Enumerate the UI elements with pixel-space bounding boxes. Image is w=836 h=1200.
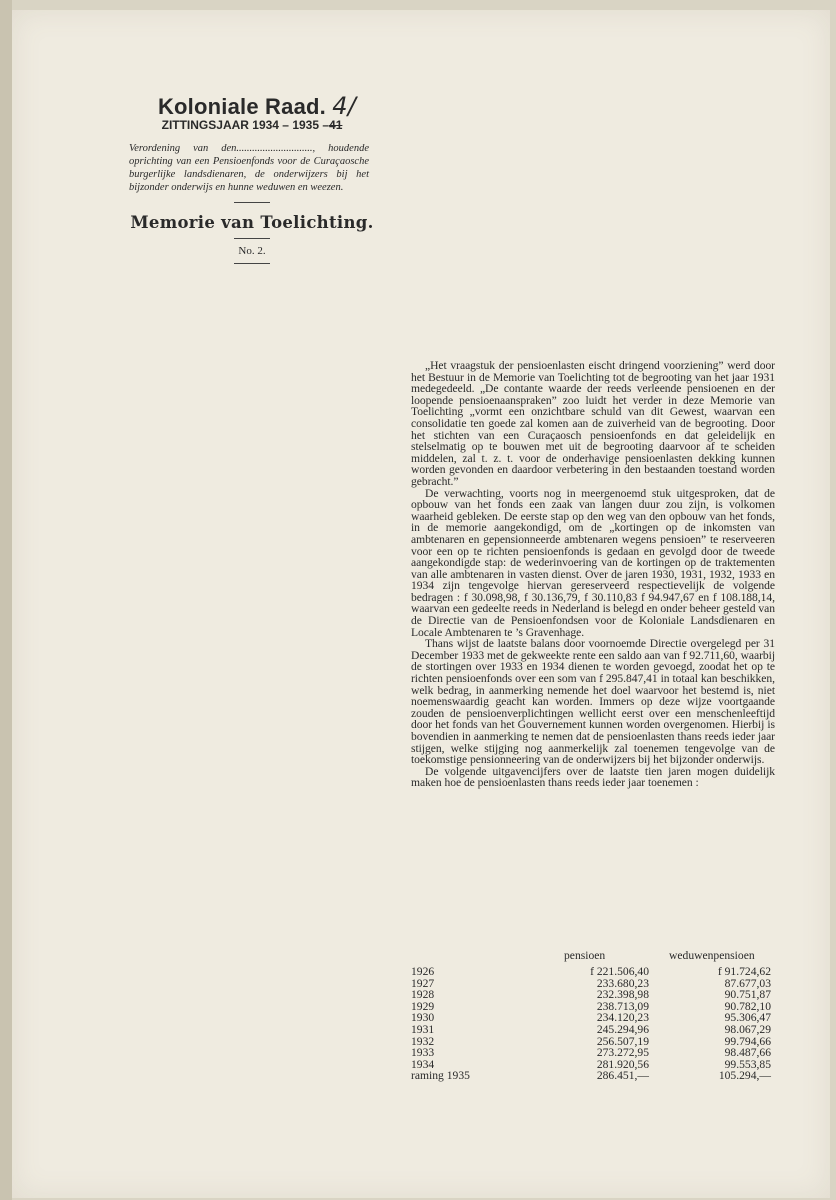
council-title xyxy=(127,92,387,120)
divider xyxy=(234,202,270,203)
row-year: 1934 xyxy=(411,1057,435,1071)
table-row xyxy=(411,1001,775,1013)
divider xyxy=(234,263,270,264)
row-weduwenpensioen: 99.553,85 xyxy=(724,1057,771,1071)
row-weduwenpensioen: 95.306,47 xyxy=(724,1011,771,1025)
document-title: Memorie van Toelichting. xyxy=(130,213,374,232)
row-year: 1928 xyxy=(411,988,435,1002)
table-row xyxy=(411,1036,775,1048)
paragraph: „Het vraagstuk der pensioenlasten eischt dringend voorziening” werd door het Bestuur in de Memorie van Toelichting tot de begrooting van het jaar 1931 medegedeeld. „De contante waarde der reeds verleende pensioenen en der loopende pensioenaanspraken” zoo luidt het verder in deze Memorie van Toelichting „vormt een onzichtbare schuld van dit Gewest, waarvan een consolidatie ten goede zal komen aan de zuiverheid van de begrooting. Door het stichten van een Curaçaosch pensioenfonds en dat geleidelijk en stelselmatig op te bouwen met uit de begrooting daarvoor af te scheiden middelen, zal t. z. t. voor de onderhavige pensioenlasten dekking kunnen worden gevonden en daardoor verbetering in den bestaanden toestand worden gebracht.” xyxy=(411,359,775,488)
row-pensioen: 281.920,56 xyxy=(596,1057,649,1071)
table-row xyxy=(411,1012,775,1024)
table-row xyxy=(411,966,775,978)
table-row xyxy=(411,1024,775,1036)
row-weduwenpensioen: 90.751,87 xyxy=(724,988,771,1002)
pension-table xyxy=(411,950,775,1082)
row-year: 1926 xyxy=(411,965,435,978)
table-row xyxy=(411,1070,775,1082)
table-row xyxy=(411,989,775,1001)
row-year: 1932 xyxy=(411,1034,435,1048)
divider xyxy=(234,238,270,239)
paragraph: De volgende uitgavencijfers over de laatste tien jaren mogen duidelijk maken hoe de pensioenlasten thans reeds ieder jaar toenemen : xyxy=(411,764,775,790)
session-struck-number: 41 xyxy=(329,118,343,132)
column-header-weduwenpensioen: weduwenpensioen xyxy=(669,949,755,962)
row-weduwenpensioen: f 91.724,62 xyxy=(717,965,771,978)
row-weduwenpensioen: 98.487,66 xyxy=(724,1046,771,1060)
council-title-text: Koloniale Raad. xyxy=(157,94,326,119)
row-year: 1931 xyxy=(411,1022,435,1036)
scan-edge xyxy=(0,0,12,1200)
table-row xyxy=(411,1047,775,1059)
row-pensioen: 232.398,98 xyxy=(596,988,649,1002)
paragraph: De verwachting, voorts nog in meergenoemd stuk uitgesproken, dat de opbouw van het fonds een zaak van langen duur zou zijn, is volkomen waarheid gebleken. De eerste stap op den weg van den opbouw van het fonds, in de memorie aangekondigd, om de „kortingen op de inkomsten van ambtenaren en gepensionneerde ambtenaren wegens pensioen” te reserveeren voor een op te richten pensioenfonds is gedaan en gevolgd door de tweede aangekondigde stap: de wederinvoering van de kortingen op de traktementen van alle ambtenaren in vasten dienst. Over de jaren 1930, 1931, 1932, 1933 en 1934 zijn tengevolge hiervan gereserveerd respectievelijk de volgende bedragen : f 30.098,98, f 30.136,79, f 30.110,83 f 94.947,67 en f 108.188,14, waarvan een gedeelte reeds in Nederland is belegd en onder beheer gesteld van de Directie van de Pensioenfondsen voor de Koloniale Landsdienaren en Locale Ambtenaren te ’s Gravenhage. xyxy=(411,486,775,639)
row-pensioen: 245.294,96 xyxy=(596,1022,649,1036)
row-pensioen: 286.451,— xyxy=(596,1069,649,1083)
session-prefix: ZITTINGSJAAR 1934 – 1935 – xyxy=(161,118,330,132)
session-year xyxy=(117,118,387,132)
table-row xyxy=(411,978,775,990)
row-pensioen: 233.680,23 xyxy=(596,976,649,990)
row-pensioen: 256.507,19 xyxy=(596,1034,649,1048)
paragraph: Thans wijst de laatste balans door voornoemde Directie overgelegd per 31 December 1933 met de gekweekte rente een saldo aan van f 92.711,60, waarbij de stortingen over 1933 en 1934 dienen te worden gevoegd, zoodat het op te richten pensioenfonds over een som van f 295.847,41 in totaal kan beschikken, welk bedrag, in aanmerking nemende het doel waarvoor het bestemd is, niet noemenswaardig geacht kan worden. Immers op deze wijze voortgaande zouden de pensioenverplichtingen wellicht eerst over een menschenleeftijd door het fonds van het Gouvernement kunnen worden overgenomen. Hierbij is bovendien in aanmerking te nemen dat de pensioenlasten thans reeds ieder jaar stijgen, welke stijging nog aanmerkelijk zal toenemen tengevolge van de toekomstige pensionneering van de onderwijzers bij het bijzonder onderwijs. xyxy=(411,637,775,767)
row-year: raming 1935 xyxy=(411,1069,470,1083)
row-weduwenpensioen: 99.794,66 xyxy=(724,1034,771,1048)
row-pensioen: 238.713,09 xyxy=(596,999,649,1013)
row-year: 1927 xyxy=(411,976,435,990)
document-number: No. 2. xyxy=(238,245,266,257)
table-body xyxy=(411,966,775,1082)
table-header xyxy=(411,950,775,966)
document-header xyxy=(117,92,387,264)
row-pensioen: f 221.506,40 xyxy=(590,965,649,978)
row-year: 1929 xyxy=(411,999,435,1013)
row-pensioen: 273.272,95 xyxy=(596,1046,649,1060)
row-year: 1930 xyxy=(411,1011,435,1025)
body-text xyxy=(411,360,775,789)
column-header-pensioen: pensioen xyxy=(564,949,606,962)
row-weduwenpensioen: 105.294,— xyxy=(718,1069,771,1083)
decree-description: Verordening van den............................., houdende oprichting van een Pensioenfonds voor de Curaçaosche burgerlijke landsdienaren, de onderwijzers bij het bijzonder onderwijs en hunne weduwen en weezen. xyxy=(129,143,369,193)
row-weduwenpensioen: 98.067,29 xyxy=(724,1022,771,1036)
row-weduwenpensioen: 90.782,10 xyxy=(724,999,771,1013)
row-year: 1933 xyxy=(411,1046,435,1060)
row-weduwenpensioen: 87.677,03 xyxy=(724,976,771,990)
handwritten-number: 4/ xyxy=(332,92,357,120)
row-pensioen: 234.120,23 xyxy=(596,1011,649,1025)
